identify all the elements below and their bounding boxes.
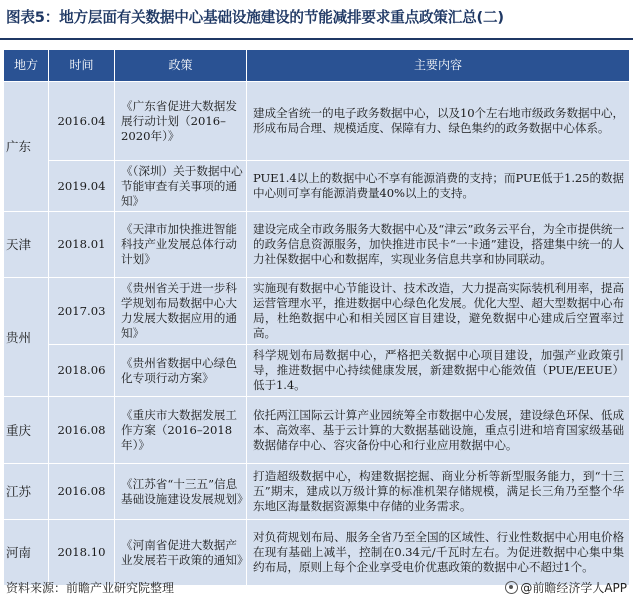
policy-table (3, 49, 630, 586)
date-cell: 2016.08 (49, 464, 115, 520)
content-cell: 打造超级数据中心，构建数据挖掘、商业分析等新型服务能力，到“十三五”期末，建成以万级计算的标准机架存储规模，满足长三角乃至整个华东地区海量数据资源集中存储的业务需求。 (247, 464, 630, 520)
date-cell: 2017.03 (49, 278, 115, 345)
policy-cell: 《河南省促进大数据产业发展若干政策的通知》 (115, 520, 247, 586)
policy-cell: 《天津市加快推进智能科技产业发展总体行动计划》 (115, 212, 247, 278)
table-row (4, 161, 630, 212)
policy-cell: 《贵州省关于进一步科学规划布局数据中心大力发展大数据应用的通知》 (115, 278, 247, 345)
content-cell: 依托两江国际云计算产业园统筹全市数据中心发展，建设绿色环保、低成本、高效率、基于云计算的大数据基础设施，重点引进和培育国家级基础数据储存中心、容灾备份中心和行业应用数据中心。 (247, 397, 630, 464)
region-cell: 广东 (4, 82, 49, 212)
date-cell: 2016.04 (49, 82, 115, 161)
region-cell: 江苏 (4, 464, 49, 520)
date-cell: 2018.01 (49, 212, 115, 278)
brand-icon (505, 581, 518, 594)
table-row (4, 464, 630, 520)
region-cell: 天津 (4, 212, 49, 278)
table-header-row (4, 50, 630, 82)
content-cell: 建设完成全市政务服务大数据中心及“津云”政务云平台，为全市提供统一的政务信息资源服务，加快推进市民卡“一卡通”建设，搭建集中统一的人力社保数据中心和数据库，实现业务信息共享和协同联动。 (247, 212, 630, 278)
date-cell: 2019.04 (49, 161, 115, 212)
header-date: 时间 (49, 50, 115, 82)
policy-cell: 《贵州省数据中心绿色化专项行动方案》 (115, 345, 247, 397)
region-cell: 重庆 (4, 397, 49, 464)
content-cell: PUE1.4以上的数据中心不享有能源消费的支持；而PUE低于1.25的数据中心则可享有能源消费量40%以上的支持。 (247, 161, 630, 212)
table-row (4, 82, 630, 161)
policy-cell: 《江苏省“十三五”信息基础设施建设发展规划》 (115, 464, 247, 520)
date-cell: 2018.10 (49, 520, 115, 586)
header-content: 主要内容 (247, 50, 630, 82)
table-row (4, 212, 630, 278)
content-cell: 对负荷规划布局、服务全省乃至全国的区域性、行业性数据中心用电价格在现有基础上减半，控制在0.34元/千瓦时左右。为促进数据中心集中集约布局，原则上每个企业享受电价优惠政策的数据中心不超过1个。 (247, 520, 630, 586)
brand-credit (505, 579, 627, 596)
header-region: 地方 (4, 50, 49, 82)
date-cell: 2016.08 (49, 397, 115, 464)
region-cell: 河南 (4, 520, 49, 586)
table-row (4, 345, 630, 397)
source-note: 资料来源：前瞻产业研究院整理 (6, 581, 175, 595)
date-cell: 2018.06 (49, 345, 115, 397)
policy-cell: 《广东省促进大数据发展行动计划（2016–2020年）》 (115, 82, 247, 161)
brand-label: @前瞻经济学人APP (520, 581, 627, 595)
content-cell: 建成全省统一的电子政务数据中心，以及10个左右地市级政务数据中心，形成布局合理、规模适度、保障有力、绿色集约的政务数据中心体系。 (247, 82, 630, 161)
content-cell: 实施现有数据中心节能设计、技术改造，大力提高实际装机利用率，提高运营管理水平，推进数据中心绿色化发展。优化大型、超大型数据中心布局，杜绝数据中心和相关园区盲目建设，避免数据中心建成后空置率过高。 (247, 278, 630, 345)
header-policy: 政策 (115, 50, 247, 82)
table-row (4, 397, 630, 464)
table-row (4, 520, 630, 586)
region-cell: 贵州 (4, 278, 49, 397)
content-cell: 科学规划布局数据中心，严格把关数据中心项目建设，加强产业政策引导，推进数据中心持续健康发展，新建数据中心能效值（PUE/EEUE）低于1.4。 (247, 345, 630, 397)
table-row (4, 278, 630, 345)
title-divider (0, 38, 633, 40)
chart-title: 图表5：地方层面有关数据中心基础设施建设的节能减排要求重点政策汇总(二) (6, 9, 504, 26)
footer (6, 577, 627, 597)
policy-cell: 《（深圳）关于数据中心节能审查有关事项的通知》 (115, 161, 247, 212)
policy-cell: 《重庆市大数据发展工作方案（2016–2018年）》 (115, 397, 247, 464)
